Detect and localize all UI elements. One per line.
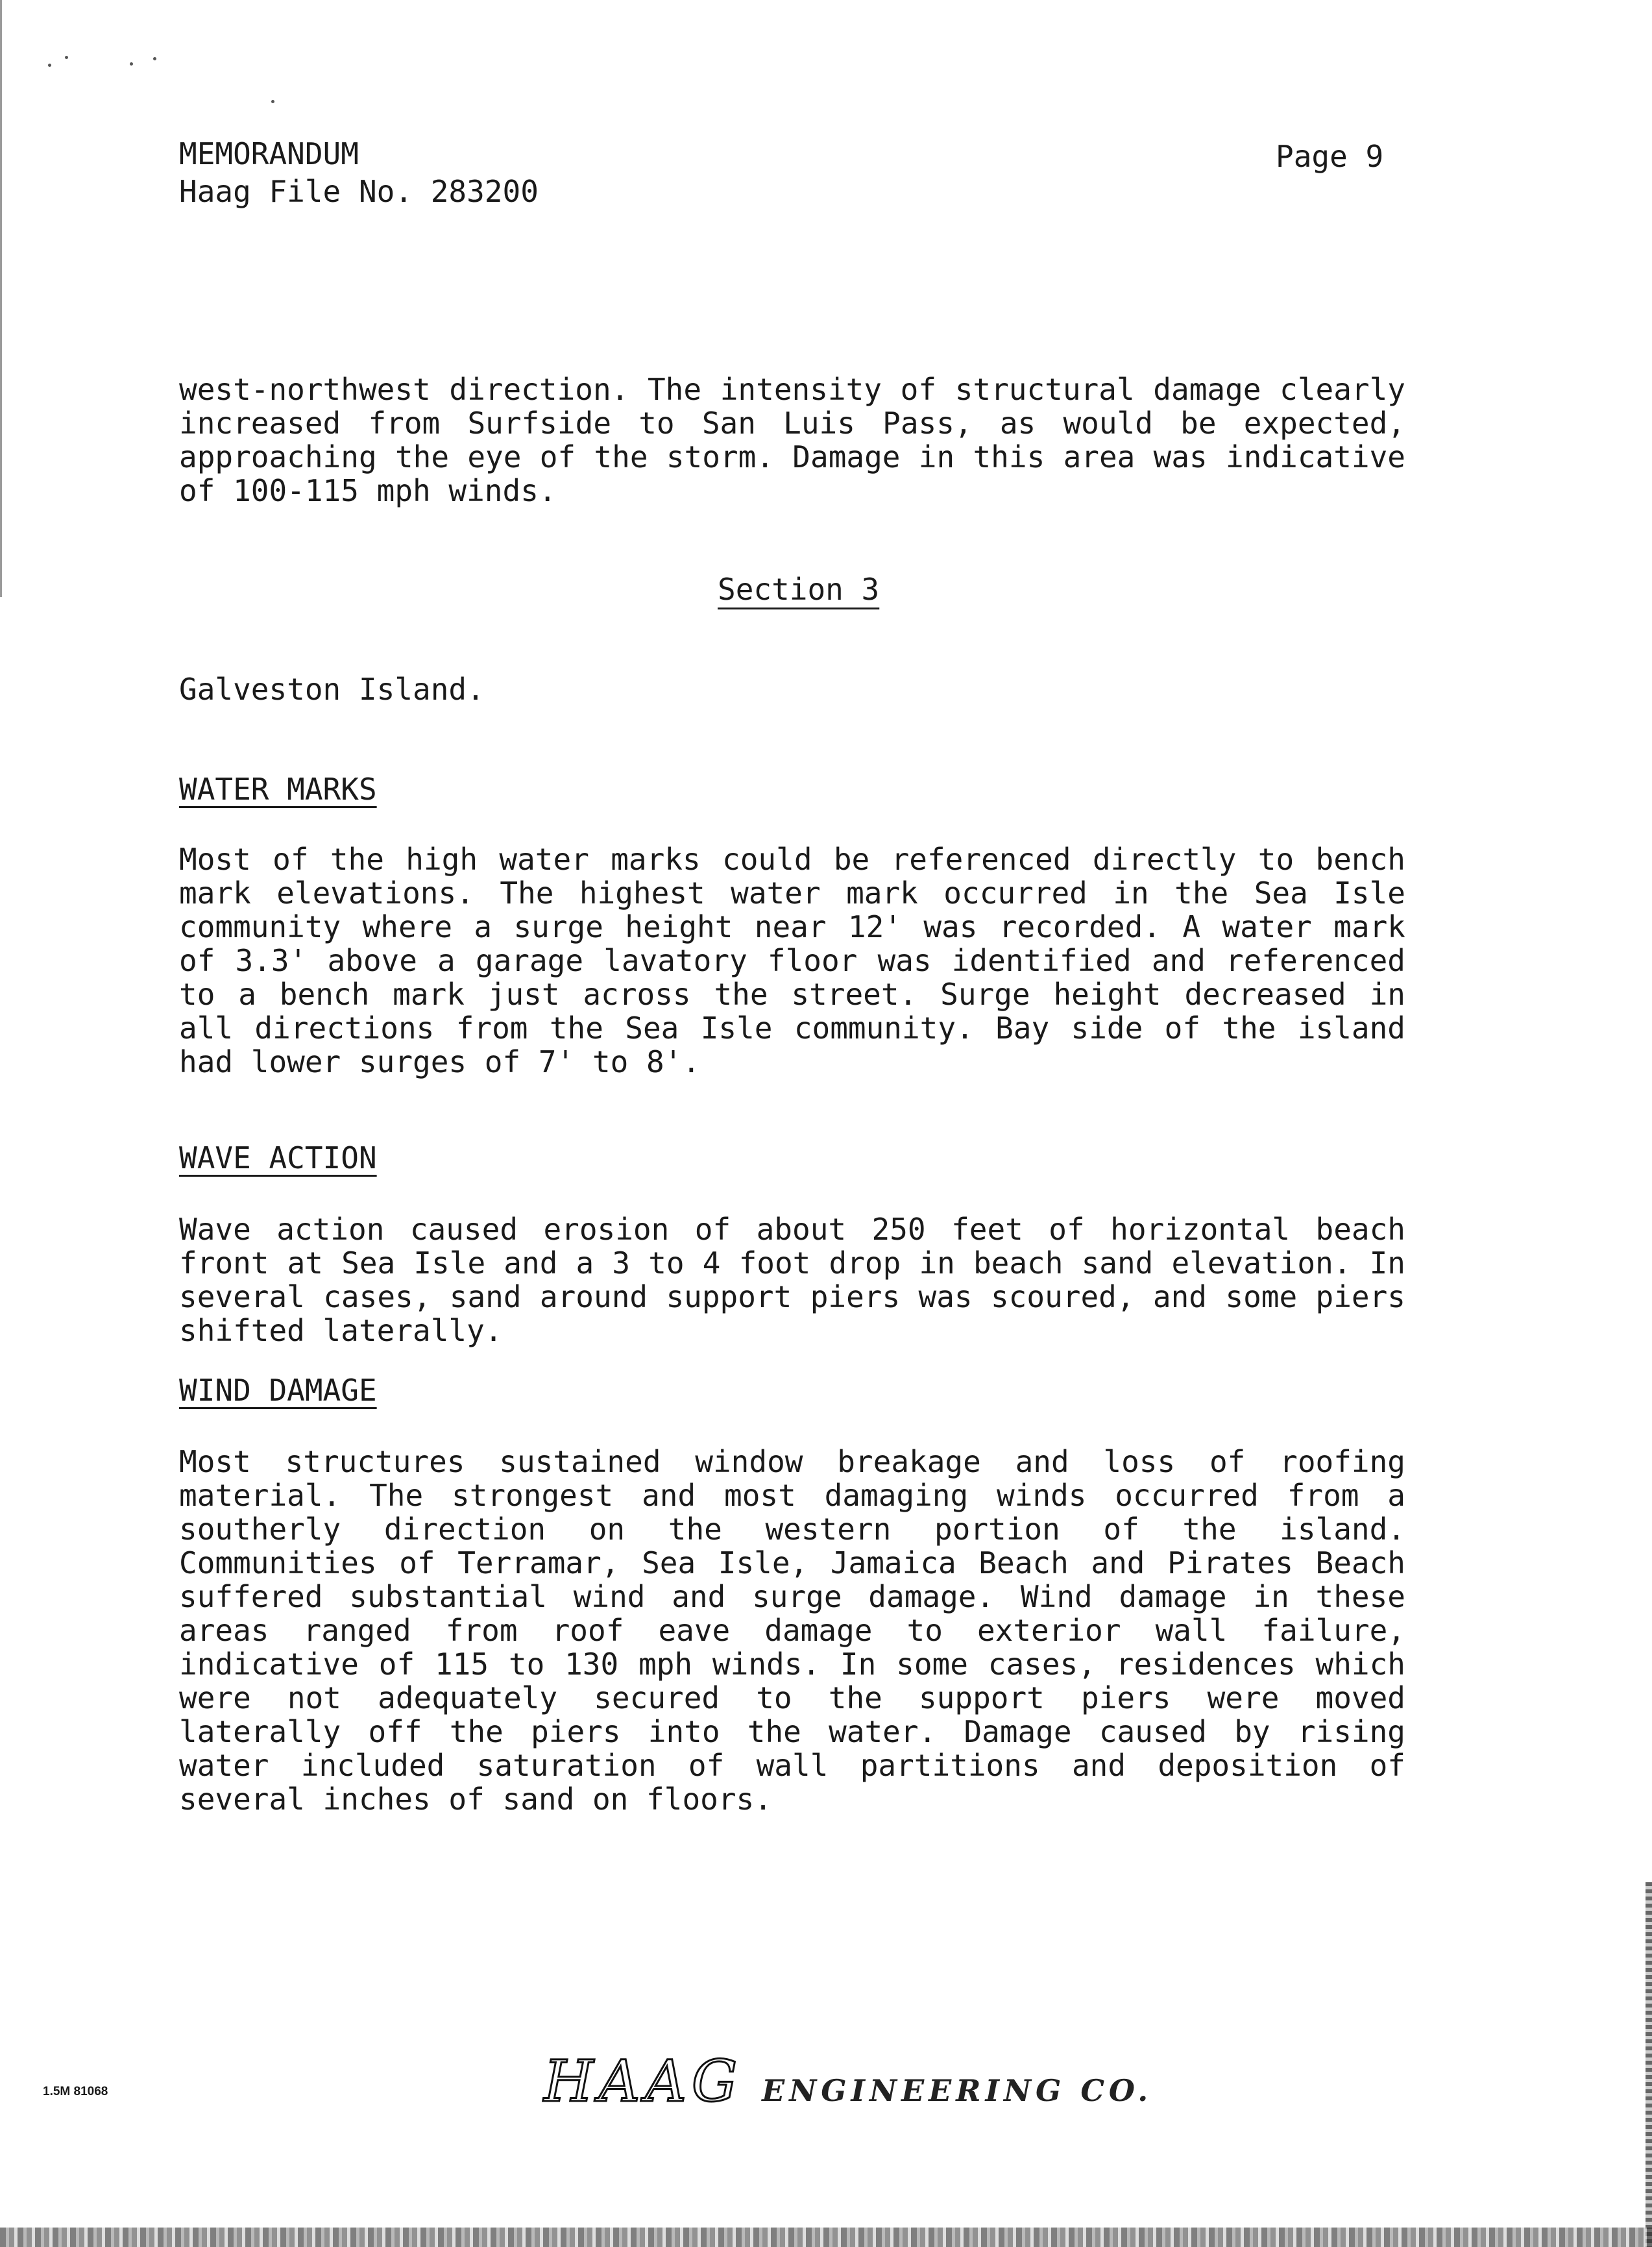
scan-speck bbox=[130, 62, 133, 66]
memo-header bbox=[179, 135, 539, 210]
print-code: 1.5M 81068 bbox=[43, 2085, 108, 2098]
wave-action-heading: WAVE ACTION bbox=[179, 1140, 377, 1175]
section-title: Section 3 bbox=[718, 572, 880, 607]
scan-speck bbox=[48, 64, 51, 67]
company-logo bbox=[544, 2048, 1152, 2115]
scan-speck bbox=[271, 100, 274, 103]
scan-left-margin-line bbox=[0, 0, 2, 597]
logo-main-text: HAAG bbox=[544, 2048, 743, 2115]
wave-action-paragraph: Wave action caused erosion of about 250 feet of horizontal beach front at Sea Isle and a 3 to 4 foot drop in beach sand elevation. In several cases, sand around support piers was scoured, and some piers shifted laterally. bbox=[179, 1212, 1405, 1348]
page-number: Page 9 bbox=[1276, 139, 1384, 174]
logo-sub-text: ENGINEERING CO. bbox=[762, 2073, 1153, 2108]
location-heading: Galveston Island. bbox=[179, 672, 485, 707]
wind-damage-paragraph: Most structures sustained window breakage and loss of roofing material. The strongest and most damaging winds occurred from a southerly direction on the western portion of the island. Communities of Terramar, Sea Isle, Jamaica Beach and Pirates Beach suffered substantial wind and surge damage. Wind damage in these areas ranged from roof eave damage to exterior wall failure, indicative of 115 to 130 mph winds. In some cases, residences which were not adequately secured to the support piers were moved laterally off the piers into the water. Damage caused by rising water included saturation of wall partitions and deposition of several inches of sand on floors. bbox=[179, 1444, 1405, 1817]
scan-speck bbox=[65, 56, 68, 59]
water-marks-paragraph: Most of the high water marks could be referenced directly to bench mark elevations. The highest water mark occurred in the Sea Isle community where a surge height near 12' was recorded. A water mark of 3.3' above a garage lavatory floor was identified and referenced to a bench mark just across the street. Surge height decreased in all directions from the Sea Isle community. Bay side of the island had lower surges of 7' to 8'. bbox=[179, 842, 1405, 1079]
wind-damage-heading: WIND DAMAGE bbox=[179, 1373, 377, 1408]
scan-bottom-edge-artifact bbox=[0, 2228, 1652, 2247]
water-marks-heading: WATER MARKS bbox=[179, 772, 377, 807]
memo-label: MEMORANDUM bbox=[179, 136, 359, 171]
scan-right-edge-artifact bbox=[1646, 1882, 1652, 2247]
intro-paragraph: west-northwest direction. The intensity of structural damage clearly increased from Surfside to San Luis Pass, as would be expected, approaching the eye of the storm. Damage in this area was indicative of 100-115 mph winds. bbox=[179, 372, 1405, 508]
file-number: Haag File No. 283200 bbox=[179, 174, 539, 209]
scan-speck bbox=[153, 57, 156, 60]
